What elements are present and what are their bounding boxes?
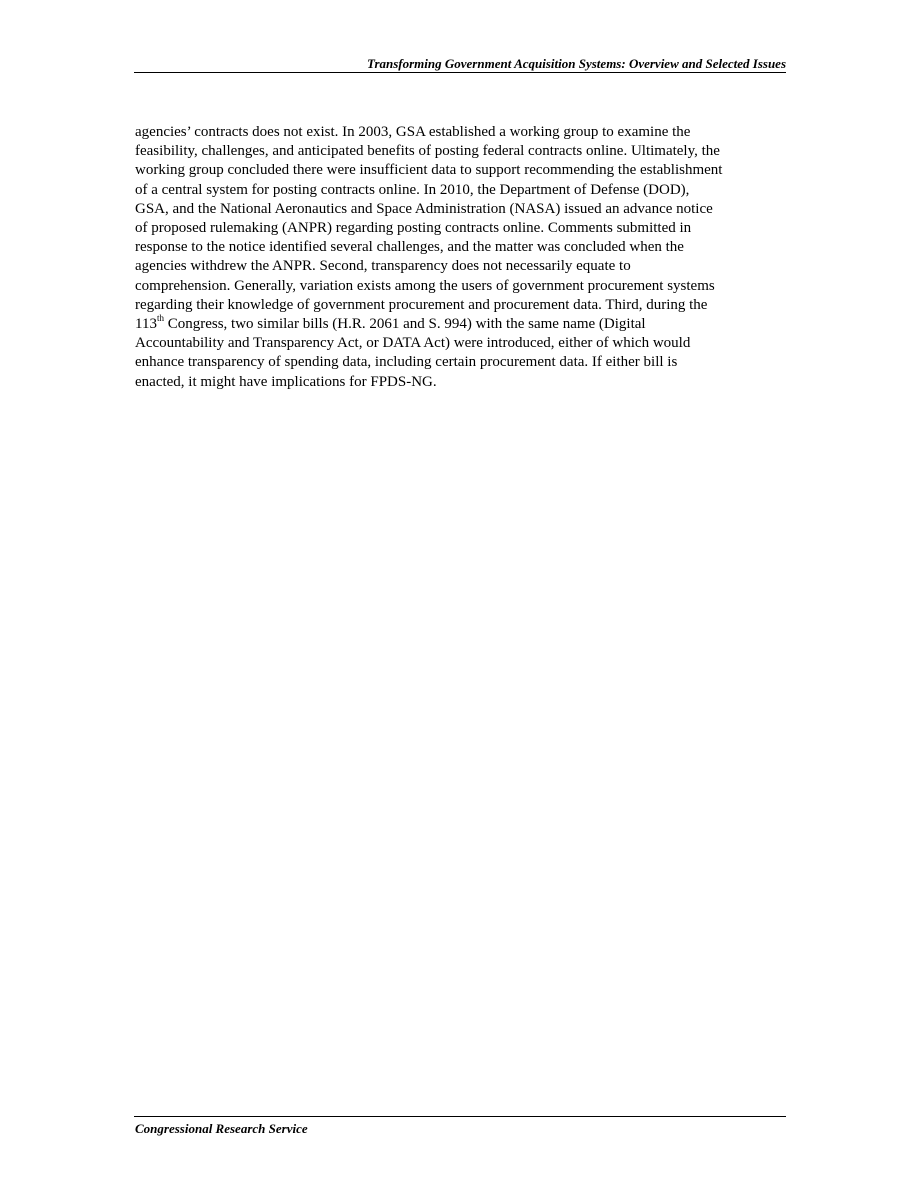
body-text-part-1: agencies’ contracts does not exist. In 2003, GSA established a working group to examine the feasibility, challenges, and anticipated benefits of posting federal contracts online. Ultimately, the working group concluded there were insufficient data to support recommending the establishment of a central system for posting contracts online. In 2010, the Department of Defense (DOD), GSA, and the National Aeronautics and Space Administration (NASA) issued an advance notice of proposed rulemaking (ANPR) regarding posting contracts online. Comments submitted in response to the notice identified several challenges, and the matter was concluded when the agencies withdrew the ANPR. Second, transparency does not necessarily equate to comprehension. Generally, variation exists among the users of government procurement systems regarding their knowledge of government procurement and procurement data. Third, during the 113 (135, 124, 723, 333)
footer-organization: Congressional Research Service (135, 1121, 308, 1136)
header-rule (134, 72, 786, 73)
running-header (134, 56, 786, 72)
ordinal-superscript: th (156, 313, 164, 324)
body-paragraph (135, 123, 785, 392)
body-text-part-2: Congress, two similar bills (H.R. 2061 and S. 994) with the same name (Digital Accountability and Transparency Act, or DATA Act) were introduced, either of which would enhance transparency of spending data, including certain procurement data. If either bill is enacted, it might have implications for FPDS-NG. (135, 316, 691, 390)
footer-rule (134, 1116, 786, 1117)
running-header-title: Transforming Government Acquisition Systems: Overview and Selected Issues (366, 56, 786, 71)
